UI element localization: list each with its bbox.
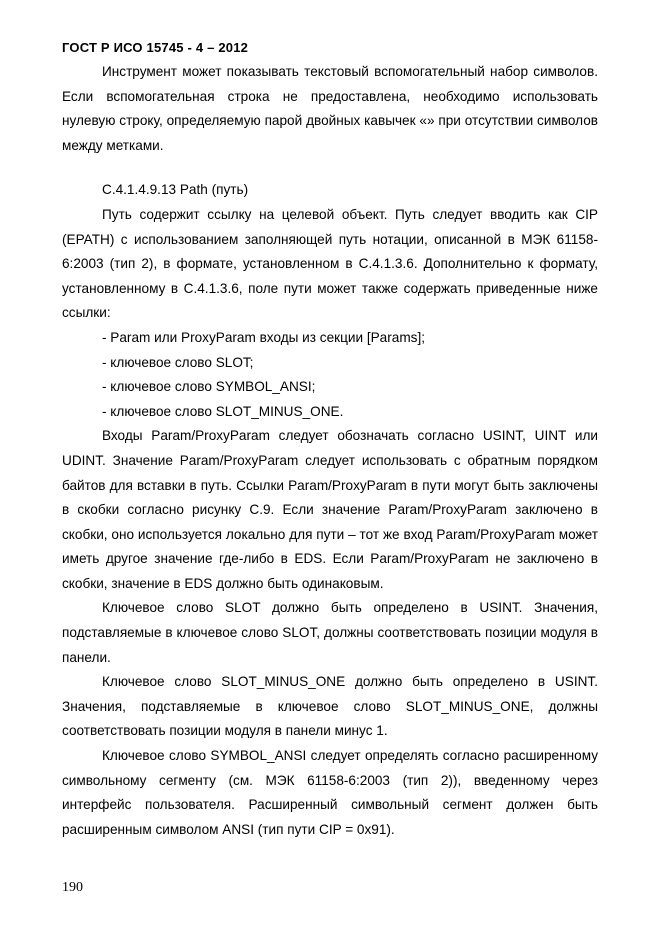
paragraph-slot-keyword: Ключевое слово SLOT должно быть определено в USINT. Значения, подставляемые в ключевое слово SLOT, должны соответствовать позиции модуля в панели. (62, 600, 598, 665)
list-item: - ключевое слово SLOT; (102, 354, 254, 370)
list-item: - ключевое слово SYMBOL_ANSI; (102, 379, 316, 395)
list-item: - ключевое слово SLOT_MINUS_ONE. (102, 403, 344, 419)
list-item: - Param или ProxyParam входы из секции [Params]; (102, 329, 426, 345)
page-number: 190 (62, 880, 83, 895)
paragraph-slot-minus-one-keyword: Ключевое слово SLOT_MINUS_ONE должно быть определено в USINT. Значения, подставляемые в ключевое слово SLOT_MINUS_ONE, должны соответствовать позиции модуля в панели минус 1. (62, 674, 598, 739)
section-heading: C.4.1.4.9.13 Path (путь) (102, 182, 249, 198)
document-body (62, 60, 598, 842)
paragraph-path-description: Путь содержит ссылку на целевой объект. Путь следует вводить как CIP (EPATH) с использованием заполняющей путь нотации, описанной в МЭК 61158-6:2003 (тип 2), в формате, установленном в C.4.1.3.6. Дополнительно к формату, установленному в C.4.1.3.6, поле пути может также содержать приведенные ниже ссылки: (62, 206, 598, 321)
paragraph-helper-string: Инструмент может показывать текстовый вспомогательный набор символов. Если вспомогательная строка не предоставлена, необходимо использовать нулевую строку, определяемую парой двойных кавычек «» при отсутствии символов между метками. (62, 64, 598, 153)
document-header: ГОСТ Р ИСО 15745 - 4 – 2012 (62, 40, 249, 55)
paragraph-param-inputs: Входы Param/ProxyParam следует обозначать согласно USINT, UINT или UDINT. Значение Param/ProxyParam следует использовать с обратным порядком байтов для вставки в путь. Ссылки Param/ProxyParam в пути могут быть заключены в скобки согласно рисунку C.9. Если значение Param/ProxyParam заключено в скобки, оно используется локально для пути – тот же вход Param/ProxyParam может иметь другое значение где-либо в EDS. Если Param/ProxyParam не заключено в скобки, значение в EDS должно быть одинаковым. (62, 428, 598, 591)
paragraph-symbol-ansi-keyword: Ключевое слово SYMBOL_ANSI следует определять согласно расширенному символьному сегменту (см. МЭК 61158-6:2003 (тип 2)), введенному через интерфейс пользователя. Расширенный символьный сегмент должен быть расширенным символом ANSI (тип пути CIP = 0x91). (62, 748, 598, 837)
